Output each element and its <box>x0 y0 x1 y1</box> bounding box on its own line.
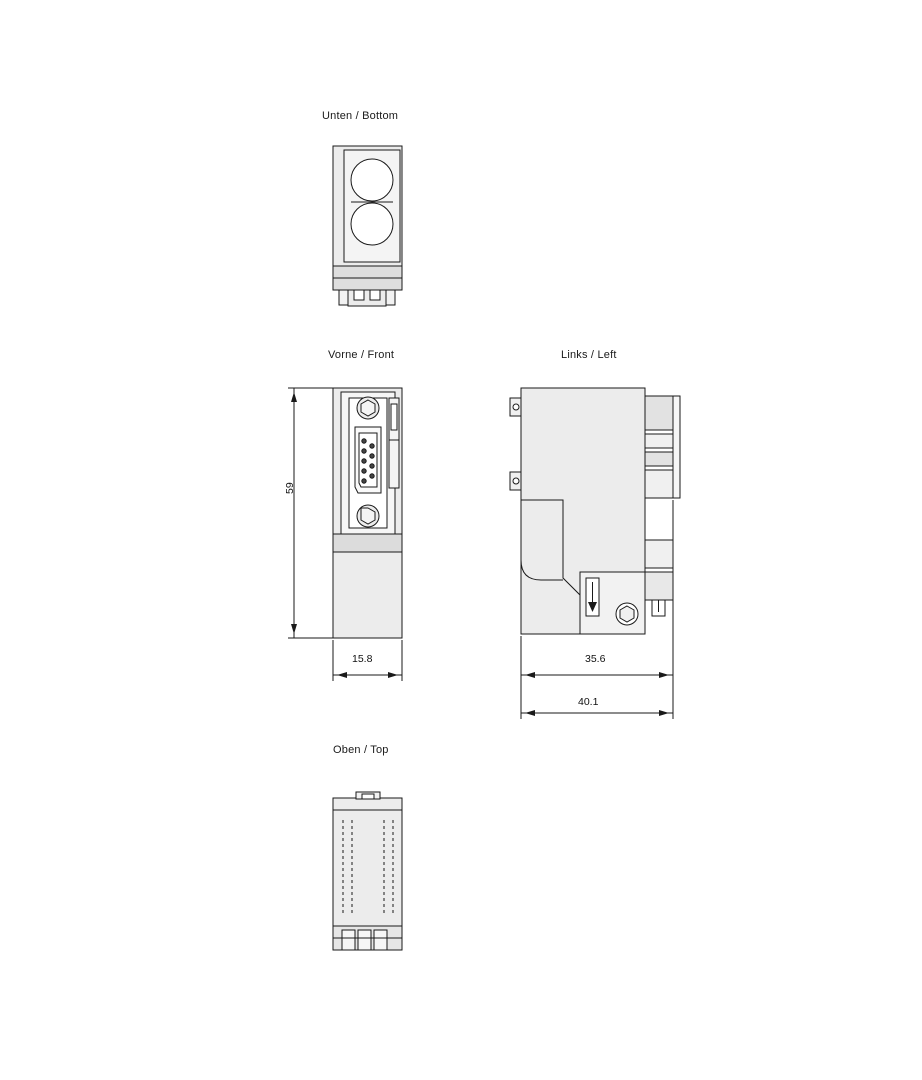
dimension-depth-35-6: 35.6 <box>585 653 606 665</box>
dimension-width-15-8: 15.8 <box>352 653 373 665</box>
front-view-drawing <box>333 388 402 638</box>
left-view-drawing <box>510 388 680 634</box>
dimension-depth-40-1: 40.1 <box>578 696 599 708</box>
view-label-front: Vorne / Front <box>328 349 395 361</box>
view-label-bottom: Unten / Bottom <box>322 110 399 122</box>
bottom-view-drawing <box>333 146 402 306</box>
view-label-left: Links / Left <box>561 349 617 361</box>
top-view-drawing <box>333 792 402 950</box>
view-label-top: Oben / Top <box>333 744 389 756</box>
dimension-height-59: 59 <box>284 482 296 494</box>
